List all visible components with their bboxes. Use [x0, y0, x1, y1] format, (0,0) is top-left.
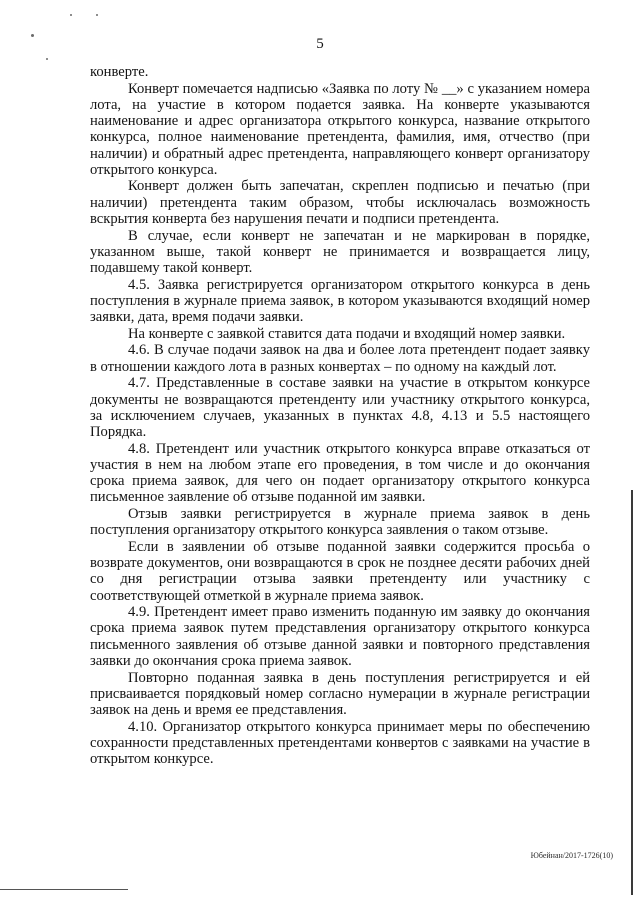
- paragraph: Отзыв заявки регистрируется в журнале приема заявок в день поступления организатору открытого конкурса заявления о таком отзыве.: [90, 505, 590, 539]
- paragraph: 4.7. Представленные в составе заявки на участие в открытом конкурсе документы не возвращаются претенденту или участнику открытого конкурса, за исключением случаев, указанных в пунктах 4.8, 4.13 и 5.5 настоящего Порядка.: [90, 375, 590, 440]
- paragraph: Если в заявлении об отзыве поданной заявки содержится просьба о возврате документов, они возвращаются в срок не позднее десяти рабочих дней со дня регистрации отзыва заявки претенденту или участнику с соответствующей отметкой в журнале приема заявок.: [90, 538, 590, 604]
- paragraph: Повторно поданная заявка в день поступления регистрируется и ей присваивается порядковый номер согласно нумерации в журнале регистрации заявок на день и время ее представления.: [90, 669, 590, 718]
- paragraph: 4.9. Претендент имеет право изменить поданную им заявку до окончания срока приема заявок путем представления организатору открытого конкурса письменного заявления об отзыве данной заявки и повторного представления заявки до окончания срока приема заявок.: [90, 604, 590, 669]
- paragraph: 4.5. Заявка регистрируется организатором открытого конкурса в день поступления в журнале приема заявок, в котором указываются входящий номер заявки, дата, время подачи заявки.: [90, 276, 590, 326]
- scan-edge-line: [631, 490, 633, 895]
- paragraph: 4.8. Претендент или участник открытого конкурса вправе отказаться от участия в нем на любом этапе его проведения, в том числе и до окончания срока приема заявок, для чего он подает организатору открытого конкурса письменное заявление об отзыве поданной им заявки.: [90, 440, 590, 506]
- document-code: Юбейнан/2017-1726(10): [530, 851, 613, 860]
- body-text: [90, 64, 590, 768]
- scan-speck: [31, 34, 34, 37]
- page-number: 5: [316, 36, 324, 52]
- paragraph: 4.10. Организатор открытого конкурса принимает меры по обеспечению сохранности представленных претендентами конвертов с заявками на участие в открытом конкурсе.: [90, 718, 590, 768]
- paragraph: На конверте с заявкой ставится дата подачи и входящий номер заявки.: [128, 325, 566, 342]
- paragraph: 4.6. В случае подачи заявок на два и более лота претендент подает заявку в отношении каждого лота в разных конвертах – по одному на каждый лот.: [90, 342, 590, 375]
- scan-speck: [96, 14, 98, 16]
- scan-speck: [46, 58, 48, 60]
- scan-speck: [70, 14, 72, 16]
- paragraph: Конверт должен быть запечатан, скреплен подписью и печатью (при наличии) претендента таким образом, чтобы исключалась возможность вскрытия конверта без нарушения печати и подписи претендента.: [90, 178, 590, 227]
- paragraph: Конверт помечается надписью «Заявка по лоту № __» с указанием номера лота, на участие в котором подается заявка. На конверте указываются наименование и адрес организатора открытого конкурса, название открытого конкурса, полное наименование претендента, фамилия, имя, отчество (при наличии) и обратный адрес претендента, направляющего конверт организатору открытого конкурса.: [90, 80, 590, 178]
- footer-rule: [0, 889, 128, 890]
- paragraph: В случае, если конверт не запечатан и не маркирован в порядке, указанном выше, такой конверт не принимается и возвращается лицу, подавшему такой конверт.: [90, 227, 590, 276]
- paragraph: конверте.: [90, 64, 149, 80]
